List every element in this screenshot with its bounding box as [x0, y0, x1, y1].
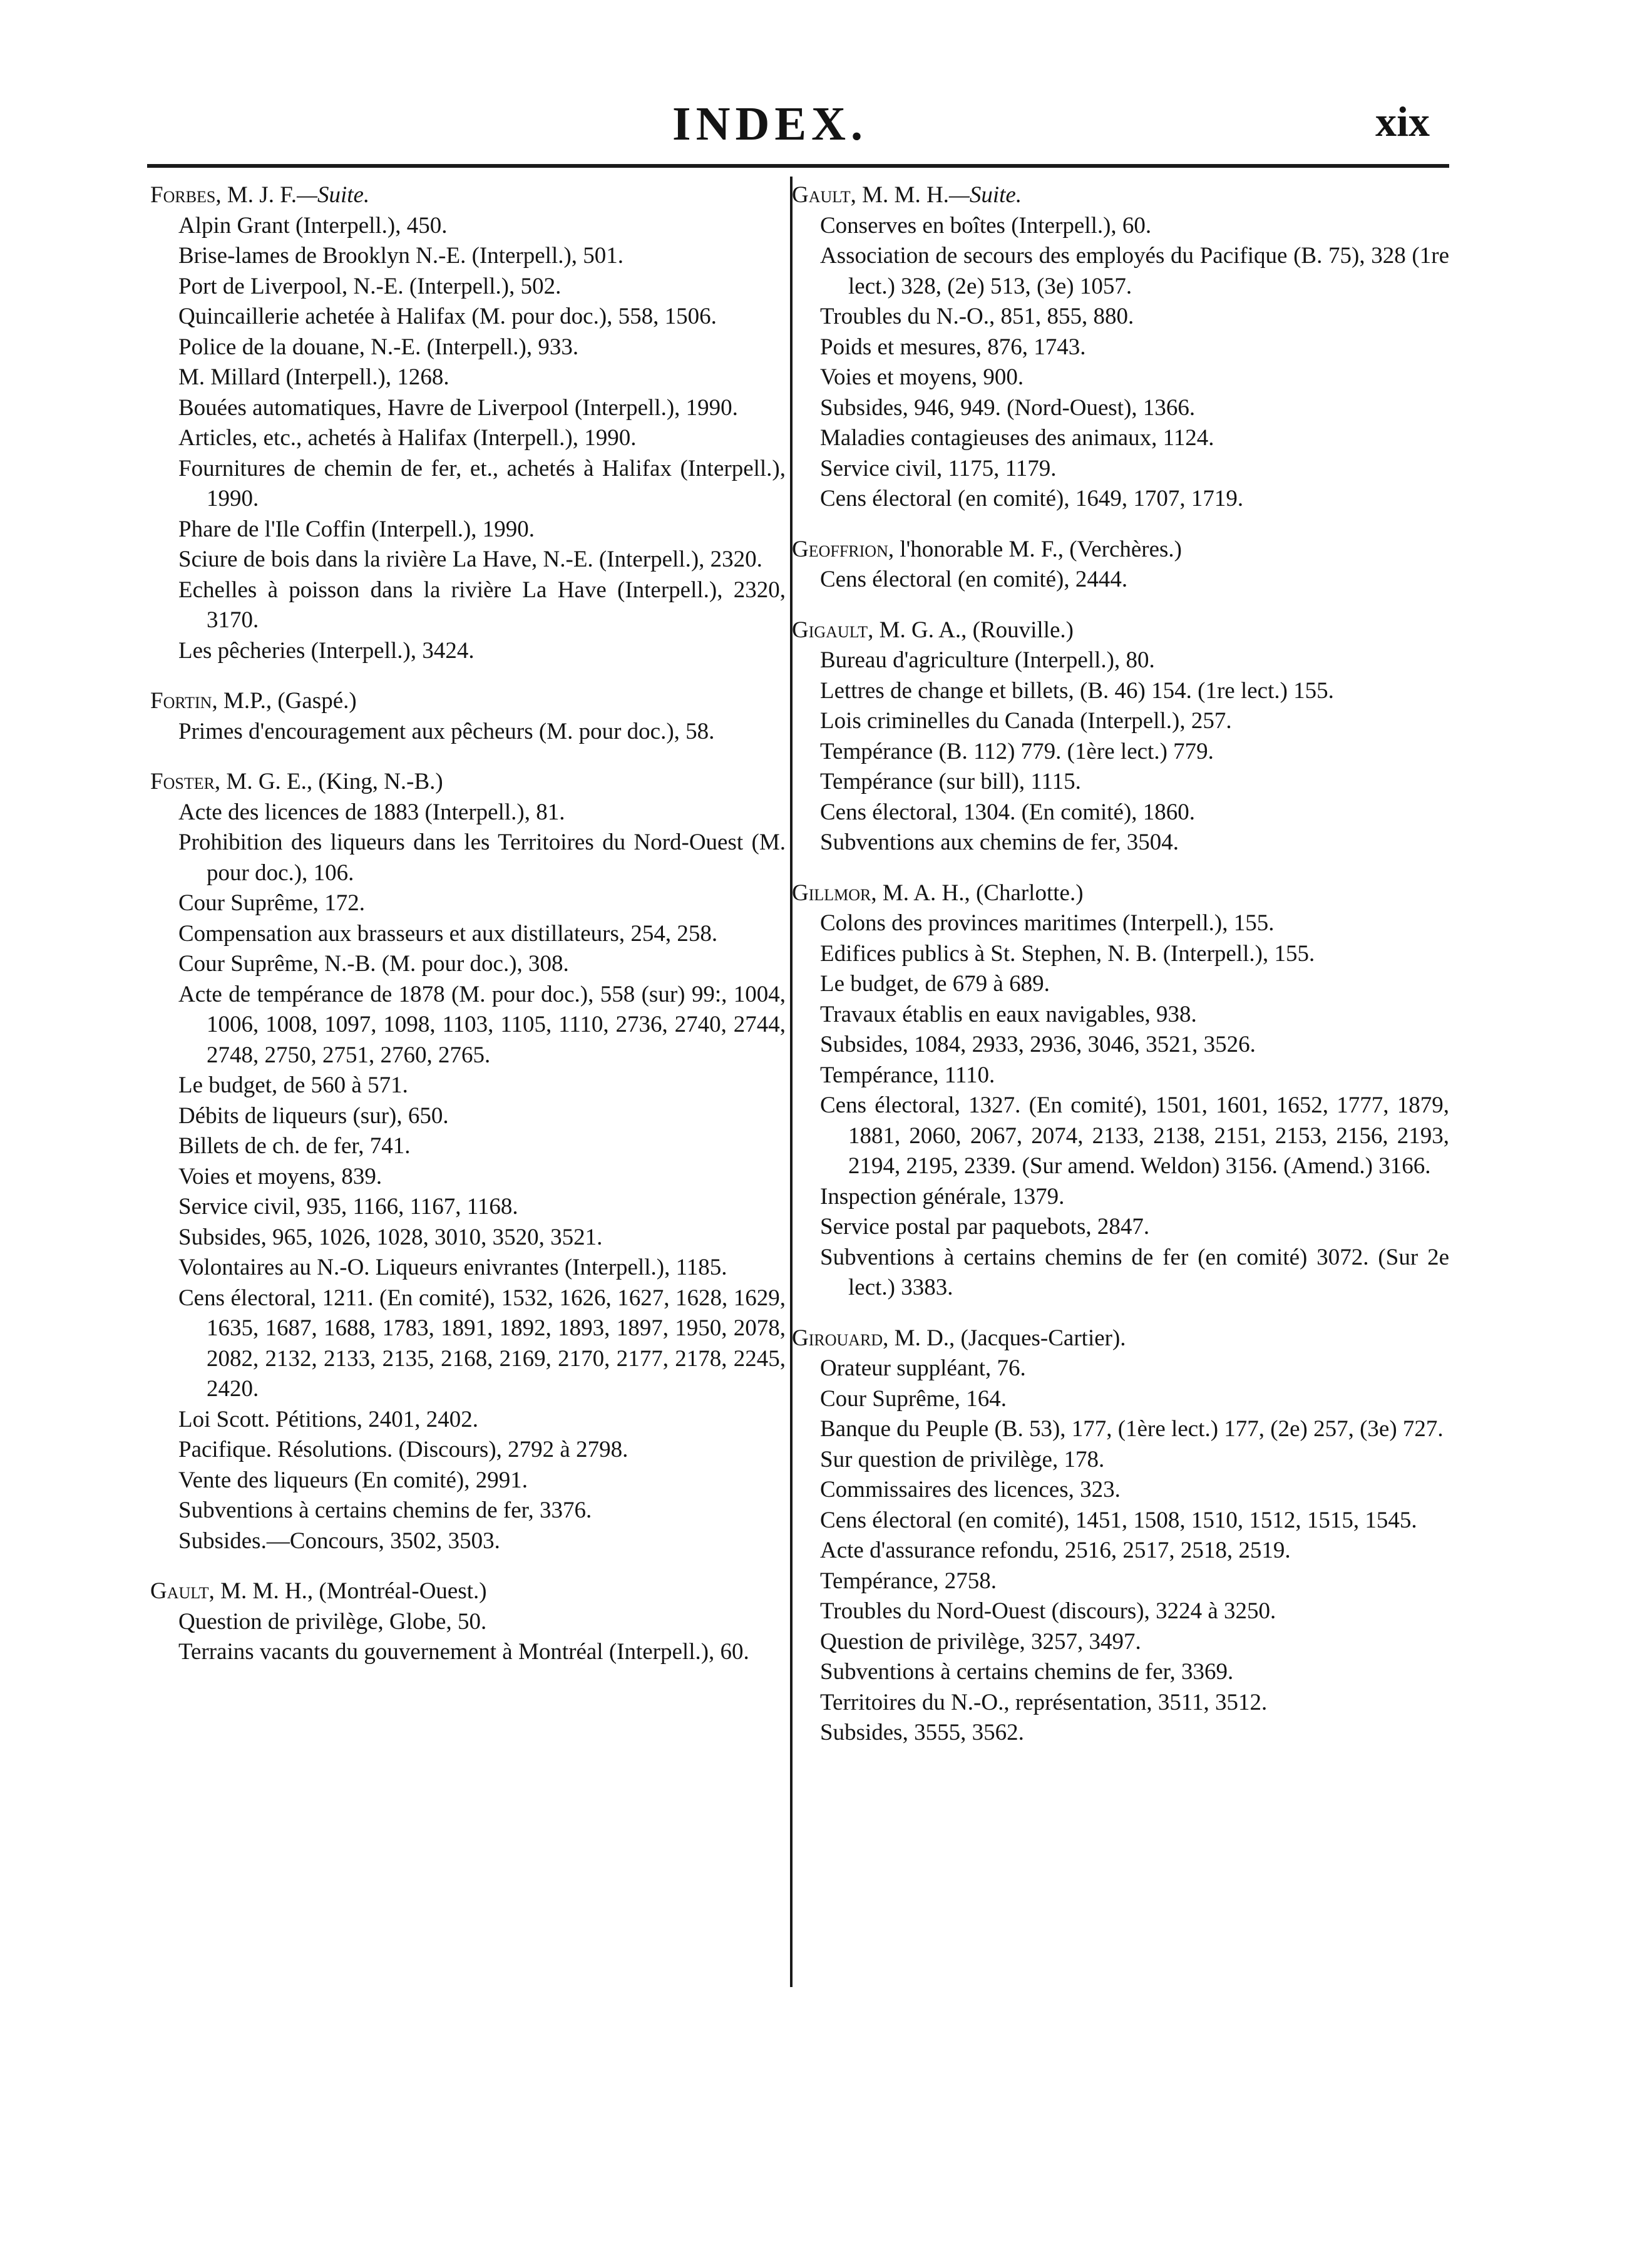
- entry-subitem: Troubles du N.-O., 851, 855, 880.: [820, 304, 1134, 329]
- entry-subitem: Question de privilège, Globe, 50.: [178, 1608, 487, 1635]
- entry-subitem: Territoires du N.-O., représentation, 3511, 3512.: [820, 1689, 1268, 1715]
- entry-subitem: Cens électoral, 1304. (En comité), 1860.: [820, 799, 1196, 825]
- entry-subitem: Volontaires au N.-O. Liqueurs enivrantes (Interpell.), 1185.: [178, 1255, 727, 1280]
- index-entry: [150, 180, 786, 666]
- entry-subitem: Tempérance, 2758.: [820, 1568, 997, 1594]
- entry-subitem: Association de secours des employés du Pacifique (B. 75), 328 (1re lect.) 328, (2e) 513, (3e) 1057.: [820, 243, 1449, 299]
- entry-subitem: Le budget, de 560 à 571.: [178, 1072, 408, 1098]
- entry-surname: Foster,: [150, 769, 221, 794]
- entry-subitem: Vente des liqueurs (En comité), 2991.: [178, 1467, 528, 1493]
- entry-subitem: Tempérance, 1110.: [820, 1062, 995, 1088]
- entry-subitem: Cens électoral, 1327. (En comité), 1501, 1601, 1652, 1777, 1879, 1881, 2060, 2067, 2074, 2133, 2138, 2151, 2153, 2156, 2193, 2194, 2195, 2339. (Sur amend. Weldon) 3156. (Amend.) 3166.: [820, 1092, 1449, 1179]
- index-entry: [792, 535, 1449, 595]
- entry-continued-label: —Suite.: [297, 182, 370, 208]
- entry-subitem: Cens électoral (en comité), 1649, 1707, 1719.: [820, 486, 1244, 511]
- entry-heading-rest: M. A. H., (Charlotte.): [876, 880, 1084, 906]
- entry-subitem: Bureau d'agriculture (Interpell.), 80.: [820, 647, 1155, 673]
- entry-subitem: Cens électoral, 1211. (En comité), 1532, 1626, 1627, 1628, 1629, 1635, 1687, 1688, 1783, 1891, 1892, 1893, 1897, 1950, 2078, 2082, 2132, 2133, 2135, 2168, 2169, 2170, 2177, 2178, 2245, 2420.: [178, 1285, 786, 1402]
- entry-subitem: Acte de tempérance de 1878 (M. pour doc.), 558 (sur) 99:, 1004, 1006, 1008, 1097, 1098, 1103, 1105, 1110, 2736, 2740, 2744, 2748, 2750, 2751, 2760, 2765.: [178, 981, 786, 1068]
- entry-subitem: Sciure de bois dans la rivière La Have, N.-E. (Interpell.), 2320.: [178, 547, 762, 572]
- entry-subitem: Prohibition des liqueurs dans les Territoires du Nord-Ouest (M. pour doc.), 106.: [178, 830, 786, 886]
- entry-subitem: Subsides, 3555, 3562.: [820, 1720, 1024, 1745]
- entry-subitem: Terrains vacants du gouvernement à Montréal (Interpell.), 60.: [178, 1639, 749, 1665]
- entry-subitem: Port de Liverpool, N.-E. (Interpell.), 502.: [178, 273, 562, 299]
- entry-subitem: Les pêcheries (Interpell.), 3424.: [178, 637, 475, 664]
- entry-subitem: Voies et moyens, 900.: [820, 364, 1024, 390]
- entry-subitem: Edifices publics à St. Stephen, N. B. (Interpell.), 155.: [820, 940, 1315, 967]
- entry-heading: [150, 686, 786, 717]
- index-entry: [792, 1323, 1449, 1749]
- entry-heading-rest: M.P., (Gaspé.): [217, 688, 357, 714]
- entry-subitem: Banque du Peuple (B. 53), 177, (1ère lect.) 177, (2e) 257, (3e) 727.: [820, 1416, 1444, 1442]
- entry-heading-rest: M. G. E., (King, N.-B.): [220, 769, 443, 794]
- entry-subitem: Acte des licences de 1883 (Interpell.), 81.: [178, 799, 565, 825]
- entry-heading: [792, 180, 1449, 211]
- entry-subitem: Echelles à poisson dans la rivière La Have (Interpell.), 2320, 3170.: [178, 577, 786, 633]
- entry-subitem: Colons des provinces maritimes (Interpell.), 155.: [820, 910, 1275, 936]
- index-entry: [792, 615, 1449, 858]
- entry-subitem: Loi Scott. Pétitions, 2401, 2402.: [178, 1406, 478, 1432]
- entry-subitem: Alpin Grant (Interpell.), 450.: [178, 212, 448, 239]
- entry-subitem: Subventions à certains chemins de fer (en comité) 3072. (Sur 2e lect.) 3383.: [820, 1244, 1449, 1300]
- entry-heading: [792, 615, 1449, 646]
- entry-subitem: Cour Suprême, N.-B. (M. pour doc.), 308.: [178, 951, 569, 977]
- entry-subitem: Inspection générale, 1379.: [820, 1183, 1065, 1210]
- entry-heading: [792, 1323, 1449, 1354]
- running-title: INDEX.: [672, 98, 868, 150]
- entry-subitem: Quincaillerie achetée à Halifax (M. pour doc.), 558, 1506.: [178, 304, 717, 329]
- index-entry: [792, 180, 1449, 515]
- entry-subitem: Subventions à certains chemins de fer, 3376.: [178, 1497, 592, 1523]
- entry-surname: Girouard,: [792, 1325, 889, 1351]
- entry-heading: [150, 767, 786, 798]
- entry-subitem: Service civil, 1175, 1179.: [820, 455, 1057, 481]
- entry-surname: Geoffrion,: [792, 536, 895, 562]
- entry-subitem: Subsides.—Concours, 3502, 3503.: [178, 1528, 500, 1554]
- entry-subitem: Subsides, 965, 1026, 1028, 3010, 3520, 3521.: [178, 1224, 603, 1250]
- entry-heading-rest: M. D., (Jacques-Cartier).: [888, 1325, 1126, 1351]
- entry-subitem: Tempérance (sur bill), 1115.: [820, 769, 1081, 794]
- entry-subitem: Troubles du Nord-Ouest (discours), 3224 à 3250.: [820, 1598, 1276, 1624]
- entry-heading: [150, 1576, 786, 1607]
- entry-surname: Gault,: [792, 182, 856, 208]
- page-folio: xix: [1375, 98, 1430, 145]
- entry-subitem: Maladies contagieuses des animaux, 1124.: [820, 425, 1214, 451]
- index-entry: [150, 1576, 786, 1668]
- entry-heading: [150, 180, 786, 211]
- index-column-left: [150, 180, 786, 1688]
- entry-subitem: Service postal par paquebots, 2847.: [820, 1214, 1150, 1240]
- entry-surname: Gault,: [150, 1578, 215, 1604]
- entry-subitem: Police de la douane, N.-E. (Interpell.), 933.: [178, 334, 579, 360]
- entry-subitem: Pacifique. Résolutions. (Discours), 2792 à 2798.: [178, 1437, 628, 1462]
- entry-subitem: Compensation aux brasseurs et aux distillateurs, 254, 258.: [178, 920, 718, 947]
- entry-subitem: Phare de l'Ile Coffin (Interpell.), 1990.: [178, 516, 535, 542]
- index-entry: [150, 686, 786, 747]
- entry-heading-rest: l'honorable M. F., (Verchères.): [894, 536, 1183, 562]
- entry-subitem: Primes d'encouragement aux pêcheurs (M. pour doc.), 58.: [178, 718, 715, 744]
- entry-subitem: Cens électoral (en comité), 1451, 1508, 1510, 1512, 1515, 1545.: [820, 1507, 1417, 1533]
- entry-subitem: Travaux établis en eaux navigables, 938.: [820, 1001, 1197, 1027]
- entry-subitem: Conserves en boîtes (Interpell.), 60.: [820, 212, 1152, 239]
- entry-subitem: Sur question de privilège, 178.: [820, 1446, 1105, 1472]
- entry-subitem: Poids et mesures, 876, 1743.: [820, 334, 1086, 360]
- entry-surname: Gillmor,: [792, 880, 877, 906]
- index-entry: [150, 767, 786, 1556]
- entry-heading: [792, 535, 1449, 565]
- entry-subitem: Question de privilège, 3257, 3497.: [820, 1628, 1141, 1655]
- entry-subitem: Subsides, 946, 949. (Nord-Ouest), 1366.: [820, 394, 1196, 421]
- entry-subitem: Voies et moyens, 839.: [178, 1163, 382, 1189]
- entry-heading-rest: M. J. F.: [221, 182, 297, 208]
- entry-subitem: Subventions à certains chemins de fer, 3369.: [820, 1659, 1234, 1685]
- index-column-right: [792, 180, 1449, 1769]
- entry-surname: Gigault,: [792, 617, 874, 643]
- entry-subitem: Articles, etc., achetés à Halifax (Interpell.), 1990.: [178, 425, 637, 451]
- entry-subitem: Orateur suppléant, 76.: [820, 1355, 1026, 1381]
- entry-subitem: Fournitures de chemin de fer, et., achetés à Halifax (Interpell.), 1990.: [178, 455, 786, 511]
- entry-surname: Fortin,: [150, 688, 218, 714]
- entry-subitem: Commissaires des licences, 323.: [820, 1477, 1121, 1503]
- entry-subitem: Tempérance (B. 112) 779. (1ère lect.) 779.: [820, 738, 1214, 764]
- entry-subitem: Lois criminelles du Canada (Interpell.), 257.: [820, 708, 1232, 734]
- entry-subitem: Débits de liqueurs (sur), 650.: [178, 1102, 449, 1129]
- entry-subitem: Acte d'assurance refondu, 2516, 2517, 2518, 2519.: [820, 1538, 1291, 1563]
- entry-heading-rest: M. G. A., (Rouville.): [873, 617, 1074, 643]
- header-rule: [147, 164, 1449, 168]
- entry-subitem: Le budget, de 679 à 689.: [820, 971, 1050, 997]
- entry-subitem: M. Millard (Interpell.), 1268.: [178, 364, 449, 390]
- entry-subitem: Lettres de change et billets, (B. 46) 154. (1re lect.) 155.: [820, 677, 1334, 704]
- entry-subitem: Service civil, 935, 1166, 1167, 1168.: [178, 1194, 518, 1220]
- entry-heading-rest: M. M. H., (Montréal-Ouest.): [214, 1578, 487, 1604]
- entry-subitem: Brise-lames de Brooklyn N.-E. (Interpell.), 501.: [178, 243, 624, 269]
- entry-surname: Forbes,: [150, 182, 222, 208]
- entry-subitem: Cour Suprême, 172.: [178, 890, 366, 916]
- entry-heading-rest: M. M. H.: [856, 182, 949, 208]
- entry-subitem: Cens électoral (en comité), 2444.: [820, 567, 1128, 592]
- entry-subitem: Cour Suprême, 164.: [820, 1385, 1007, 1412]
- entry-subitem: Subventions aux chemins de fer, 3504.: [820, 830, 1179, 855]
- entry-heading: [792, 878, 1449, 909]
- entry-subitem: Bouées automatiques, Havre de Liverpool (Interpell.), 1990.: [178, 394, 738, 421]
- index-entry: [792, 878, 1449, 1303]
- entry-continued-label: —Suite.: [948, 182, 1022, 208]
- entry-subitem: Billets de ch. de fer, 741.: [178, 1133, 411, 1159]
- entry-subitem: Subsides, 1084, 2933, 2936, 3046, 3521, 3526.: [820, 1032, 1256, 1057]
